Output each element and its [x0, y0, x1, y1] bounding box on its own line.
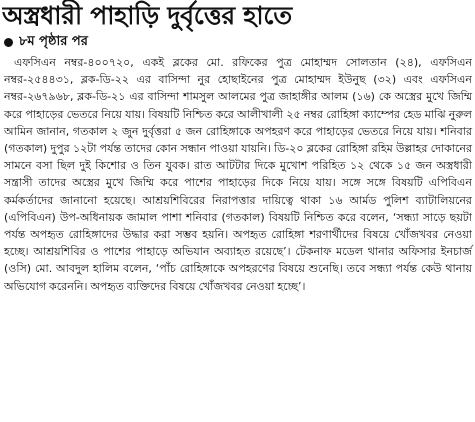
bullet-icon — [4, 38, 13, 47]
continuation-note — [4, 33, 88, 51]
article-headline: অস্ত্রধারী পাহাড়ি দুর্বৃত্তের হাতে — [2, 1, 292, 30]
continuation-label: ৮ম পৃষ্ঠার পর — [19, 33, 88, 49]
article-body: এফসিএন নম্বর-৪০০৭২০, একই ব্লকের মো. রফিকের পুত্র মোহাম্মদ সোলতান (২৪), এফসিএন নম্বর-২৫৪৪৩১, ব্লক-ডি-২২ এর বাসিন্দা নুর হোছাইনের পুত্র মোহাম্মদ ইউনুছ (৩২) এবং এফসিএন নম্বর-২৬৭৯৬৮, ব্লক-ডি-২১ এর বাসিন্দা শামসুল আলমের পুত্র জাহাঙ্গীর আলম (১৬) কে অস্ত্রের মুখে জিম্মি করে পাহাড়ের ভেতরে নিয়ে যায়। বিষয়টি নিশ্চিত করে আলীখালী ২৫ নম্বর রোহিঙ্গা ক্যাম্পের হেড মাঝি নুরুল আমিন জানান, গতকাল ২ জুন দুর্বৃত্তরা ৫ জন রোহিঙ্গাকে অপহরণ করে পাহাড়ের ভেতরে নিয়ে যায়। শনিবার (গতকাল) দুপুর ১২টা পর্যন্ত তাদের কোন সন্ধান পাওয়া যায়নি। ডি-২০ ব্লকের রোহিঙ্গা রহিম উল্লাহর দোকানের সামনে বসা ছিল দুই কিশোর ও তিন যুবক। রাত আটটার দিকে মুখোশ পরিহিত ১২ থেকে ১৫ জন অস্ত্রধারী সন্ত্রাসী তাদের অস্ত্রের মুখে জিম্মি করে পাশের পাহাড়ের দিকে নিয়ে যায়। সঙ্গে সঙ্গে বিষয়টি এপিবিএন কর্মকর্তাদের জানানো হয়েছে। আশ্রয়শিবিরের নিরাপত্তার দায়িত্বে থাকা ১৬ আর্মড পুলিশ ব্যাটালিয়নের (এপিবিএন) উপ-অধিনায়ক জামাল পাশা শনিবার (গতকাল) বিষয়টি নিশ্চিত করে বলেন, ‘সন্ধ্যা সাড়ে ছয়টা পর্যন্ত অপহৃত রোহিঙ্গাদের উদ্ধার করা সম্ভব হয়নি। অপহৃত রোহিঙ্গা শরণার্থীদের বিষয়ে খোঁজখবর নেওয়া হচ্ছে। আশ্রয়শিবির ও পাশের পাহাড়ে অভিযান অব্যাহত রয়েছে’। টেকনাফ মডেল থানার অফিসার ইনচার্জ (ওসি) মো. আবদুল হালিম বলেন, ‘পাঁচ রোহিঙ্গাকে অপহরণের বিষয়ে শুনেছি। তবে সন্ধ্যা পর্যন্ত কেউ থানায় অভিযোগ করেননি। অপহৃত ব্যক্তিদের বিষয়ে খোঁজখবর নেওয়া হচ্ছে’। — [4, 56, 472, 293]
